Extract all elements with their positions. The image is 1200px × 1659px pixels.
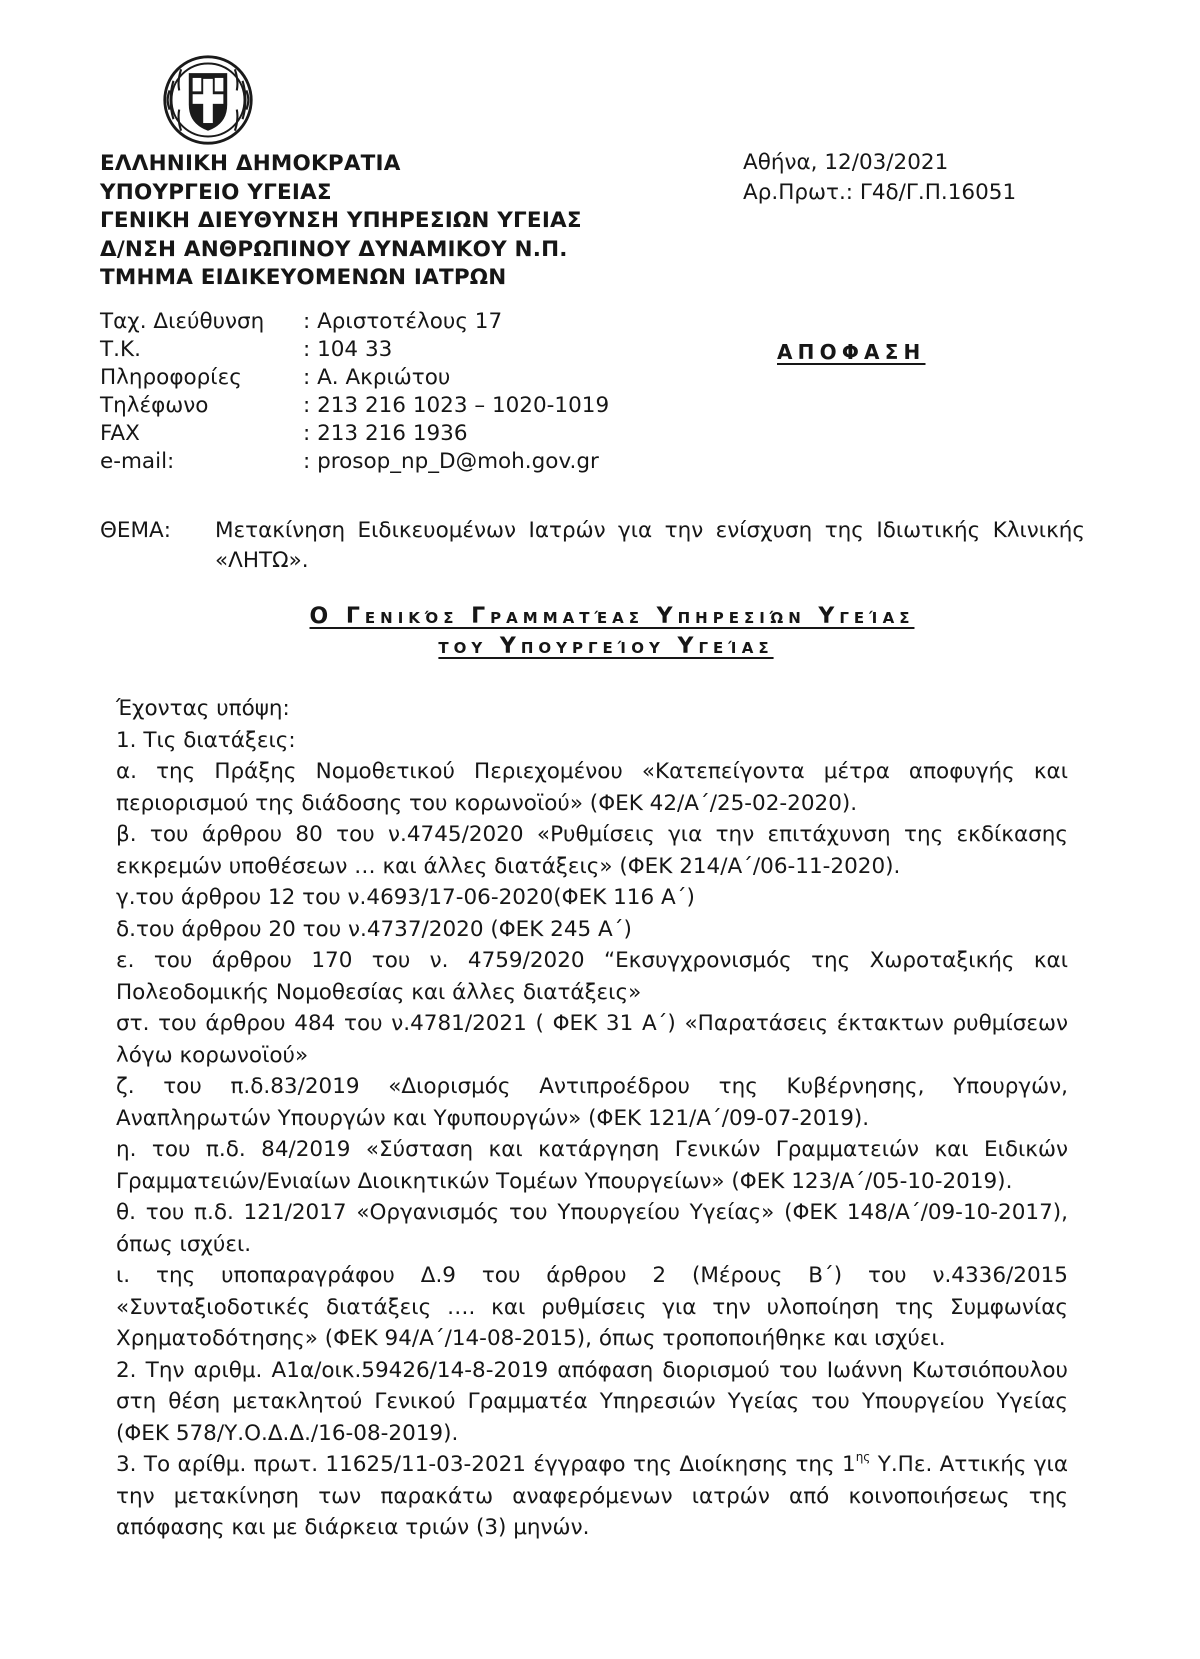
provision-item: γ.του άρθρου 12 του ν.4693/17-06-2020(ΦΕΚ 116 Α΄) [116,885,695,910]
contact-value: : prosop_np_D@moh.gov.gr [303,449,599,474]
provision-item: θ. του π.δ. 121/2017 «Οργανισμός του Υπουργείου Υγείας» (ΦΕΚ 148/Α΄/09-10-2017), όπως ισχύει. [116,1200,1068,1257]
contact-value: : 213 216 1023 – 1020-1019 [303,393,610,418]
authority-line: Δ/ΝΣΗ ΑΝΘΡΩΠΙΝΟΥ ΔΥΝΑΜΙΚΟΥ Ν.Π. [100,236,568,262]
contact-label: Τηλέφωνο [100,393,209,418]
provision-item: δ.του άρθρου 20 του ν.4737/2020 (ΦΕΚ 245 Α΄) [116,916,632,942]
contact-label: Πληροφορίες [100,365,242,390]
provision-item: ζ. του π.δ.83/2019 «Διορισμός Αντιπροέδρου της Κυβέρνησης, Υπουργών, Αναπληρωτών Υπουργών και Υφυπουργών» (ΦΕΚ 121/Α΄/09-07-2019). [116,1074,1068,1131]
provision-item: α. της Πράξης Νομοθετικού Περιεχομένου «Κατεπείγοντα μέτρα αποφυγής και περιορισμού της διάδοσης του κορωνοϊού» (ΦΕΚ 42/Α΄/25-02-2020). [116,759,1068,816]
provision-item: ι. της υποπαραγράφου Δ.9 του άρθρου 2 (Μέρους Β΄) του ν.4336/2015 «Συνταξιοδοτικές διατάξεις …. και ρυθμίσεις για την υλοποίηση της Συμφωνίας Χρηματοδότησης» (ΦΕΚ 94/Α΄/14-08-2015), όπως τροποποιήθηκε και ισχύει. [116,1263,1068,1351]
contact-value: : 213 216 1936 [303,421,468,446]
consideration-text: Υ.Πε. Αττικής για την μετακίνηση των παρακάτω αναφερόμενων ιατρών από κοινοποιήσεως της απόφασης και με διάρκεια τριών (3) μηνών. [116,1452,1068,1540]
issuer-title-ministry: του Υπουργείου Υγείας [438,634,774,659]
provision-item: ε. του άρθρου 170 του ν. 4759/2020 “Εκσυγχρονισμός της Χωροταξικής και Πολεοδομικής Νομοθεσίας και άλλες διατάξεις» [116,948,1068,1005]
authority-line: ΥΠΟΥΡΓΕΙΟ ΥΓΕΙΑΣ [100,179,332,205]
issuing-authority [100,150,582,293]
provision-item: η. του π.δ. 84/2019 «Σύσταση και κατάργηση Γενικών Γραμματειών και Ειδικών Γραμματειών/Ενιαίων Διοικητικών Τομέων Υπουργείων» (ΦΕΚ 123/Α΄/05-10-2019). [116,1137,1068,1194]
contact-label: Ταχ. Διεύθυνση [100,309,265,334]
authority-line: ΓΕΝΙΚΗ ΔΙΕΥΘΥΝΣΗ ΥΠΗΡΕΣΙΩΝ ΥΓΕΙΑΣ [100,208,582,233]
contact-value: : Α. Ακριώτου [303,365,451,390]
considerations-intro: Έχοντας υπόψη: [116,696,290,721]
provision-item: στ. του άρθρου 484 του ν.4781/2021 ( ΦΕΚ 31 Α΄) «Παρατάσεις έκτακτων ρυθμίσεων λόγω κορωνοϊού» [116,1011,1068,1068]
consideration-item: 2. Την αριθμ. Α1α/οικ.59426/14-8-2019 απόφαση διορισμού του Ιωάννη Κωτσιόπουλου στη θέση μετακλητού Γενικού Γραμματέα Υπηρεσιών Υγείας του Υπουργείου Υγείας (ΦΕΚ 578/Υ.Ο.Δ.Δ./16-08-2019). [116,1357,1068,1446]
contact-label: FAX [100,421,140,446]
document-date: Αθήνα, 12/03/2021 [743,150,949,175]
issuer-title: Ο Γενικός Γραμματέας Υπηρεσιών Υγείας [309,604,915,629]
hellenic-republic-emblem-icon [160,52,256,148]
document-body [116,693,1068,1544]
authority-line: ΤΜΗΜΑ ΕΙΔΙΚΕΥΟΜΕΝΩΝ ΙΑΤΡΩΝ [100,265,507,290]
subject-label: ΘΕΜΑ: [100,518,172,543]
contact-label: Τ.Κ. [100,337,141,362]
consideration-text: 3. Το αρίθμ. πρωτ. 11625/11-03-2021 έγγραφο της Διοίκησης της 1 [116,1452,856,1477]
subject-text: Μετακίνηση Ειδικευομένων Ιατρών για την ενίσχυση της Ιδιωτικής Κλινικής «ΛΗΤΩ». [215,518,1085,573]
ordinal-suffix: ης [855,1450,871,1464]
consideration-item [116,1449,1068,1544]
authority-line: ΕΛΛΗΝΙΚΗ ΔΗΜΟΚΡΑΤΙΑ [100,151,401,176]
document-type-heading: ΑΠΟΦΑΣΗ [777,340,926,364]
protocol-number: Αρ.Πρωτ.: Γ4δ/Γ.Π.16051 [743,180,1017,205]
provision-item: β. του άρθρου 80 του ν.4745/2020 «Ρυθμίσεις για την επιτάχυνση της εκδίκασης εκκρεμών υποθέσεων … και άλλες διατάξεις» (ΦΕΚ 214/Α΄/06-11-2020). [116,822,1068,879]
consideration-item: 1. Τις διατάξεις: [116,727,296,753]
contact-value: : 104 33 [303,337,393,362]
date-protocol-block [743,148,1016,208]
contact-value: : Αριστοτέλους 17 [303,309,503,334]
contact-label: e-mail: [100,449,175,474]
